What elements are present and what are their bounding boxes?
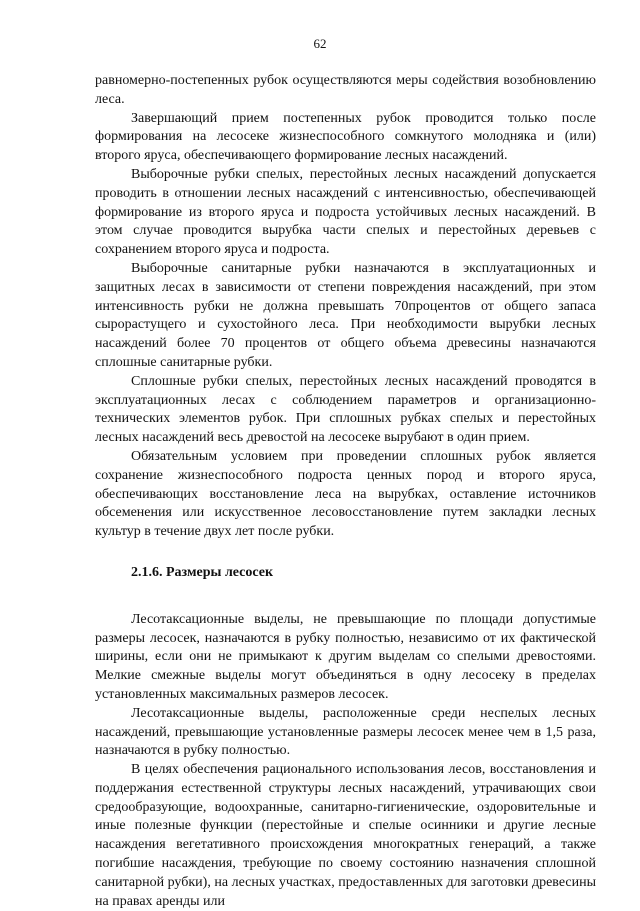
section-heading: 2.1.6. Размеры лесосек — [131, 564, 274, 580]
paragraph-sanitary-felling: Выборочные санитарные рубки назначаются в эксплуатационных и защитных лесах в зависимости от степени повреждения насаждений, при этом интенсивность рубки не должна превышать 70процентов от общего запаса сырорастущего и сухостойного леса. При необходимости вырубки лесных насаждений более 70 процентов от общего объема древесины назначаются сплошные санитарные рубки. — [95, 260, 596, 370]
paragraph-immature-stands: Лесотаксационные выделы, расположенные среди неспелых лесных насаждений, превышающие установленные размеры лесосек менее чем в 1,5 раза, назначаются в рубку полностью. — [95, 705, 596, 759]
paragraph-rational-use: В целях обеспечения рационального использования лесов, восстановления и поддержания естественной структуры лесных насаждений, утрачивающих свои средообразующие, водоохранные, санитарно-гигиенические, оздоровительные и иные полезные функции (перестойные и спелые осинники и другие лесные насаждения вегетативного происхождения многократных генераций, а также погибшие насаждения, требующие по своему состоянию назначения сплошной санитарной рубки), на лесных участках, предоставленных для заготовки древесины на правах аренды или — [95, 762, 596, 909]
paragraph-allotments: Лесотаксационные выделы, не превышающие по площади допустимые размеры лесосек, назначаются в рубку полностью, независимо от их фактической ширины, если они не примыкают к другим выделам со спелыми древостоями. Мелкие смежные выделы могут объединяться в одну лесосеку в пределах установленных максимальных размеров лесосек. — [95, 611, 596, 702]
page-number: 62 — [313, 36, 327, 51]
paragraph-final-stage: Завершающий прием постепенных рубок проводится только после формирования на лесосеке жизнеспособного сомкнутого молодняка и (или) второго яруса, обеспечивающего формирование лесных насаждений. — [95, 110, 596, 164]
paragraph-mandatory-condition: Обязательным условием при проведении сплошных рубок является сохранение жизнеспособного подроста ценных пород и второго яруса, обеспечивающих восстановление леса на вырубках, оставление источников обсеменения или искусственное лесовосстановление путем закладки лесных культур в течение двух лет после рубки. — [95, 448, 596, 540]
paragraph-selective-felling: Выборочные рубки спелых, перестойных лесных насаждений допускается проводить в отношении лесных насаждений с интенсивностью, обеспечивающей формирование из второго яруса и подроста устойчивых лесных насаждений. В этом случае проводится вырубка части спелых и перестойных деревьев с сохранением второго яруса и подроста. — [95, 166, 596, 258]
paragraph-continuation: равномерно-постепенных рубок осуществляются меры содействия возобновлению леса. — [95, 73, 596, 107]
paragraph-clear-felling: Сплошные рубки спелых, перестойных лесных насаждений проводятся в эксплуатационных лесах с соблюдением параметров и организационно-технических элементов рубок. При сплошных рубках спелых и перестойных лесных насаждений весь древостой на лесосеке вырубают в один прием. — [95, 373, 596, 446]
document-body — [95, 72, 596, 911]
